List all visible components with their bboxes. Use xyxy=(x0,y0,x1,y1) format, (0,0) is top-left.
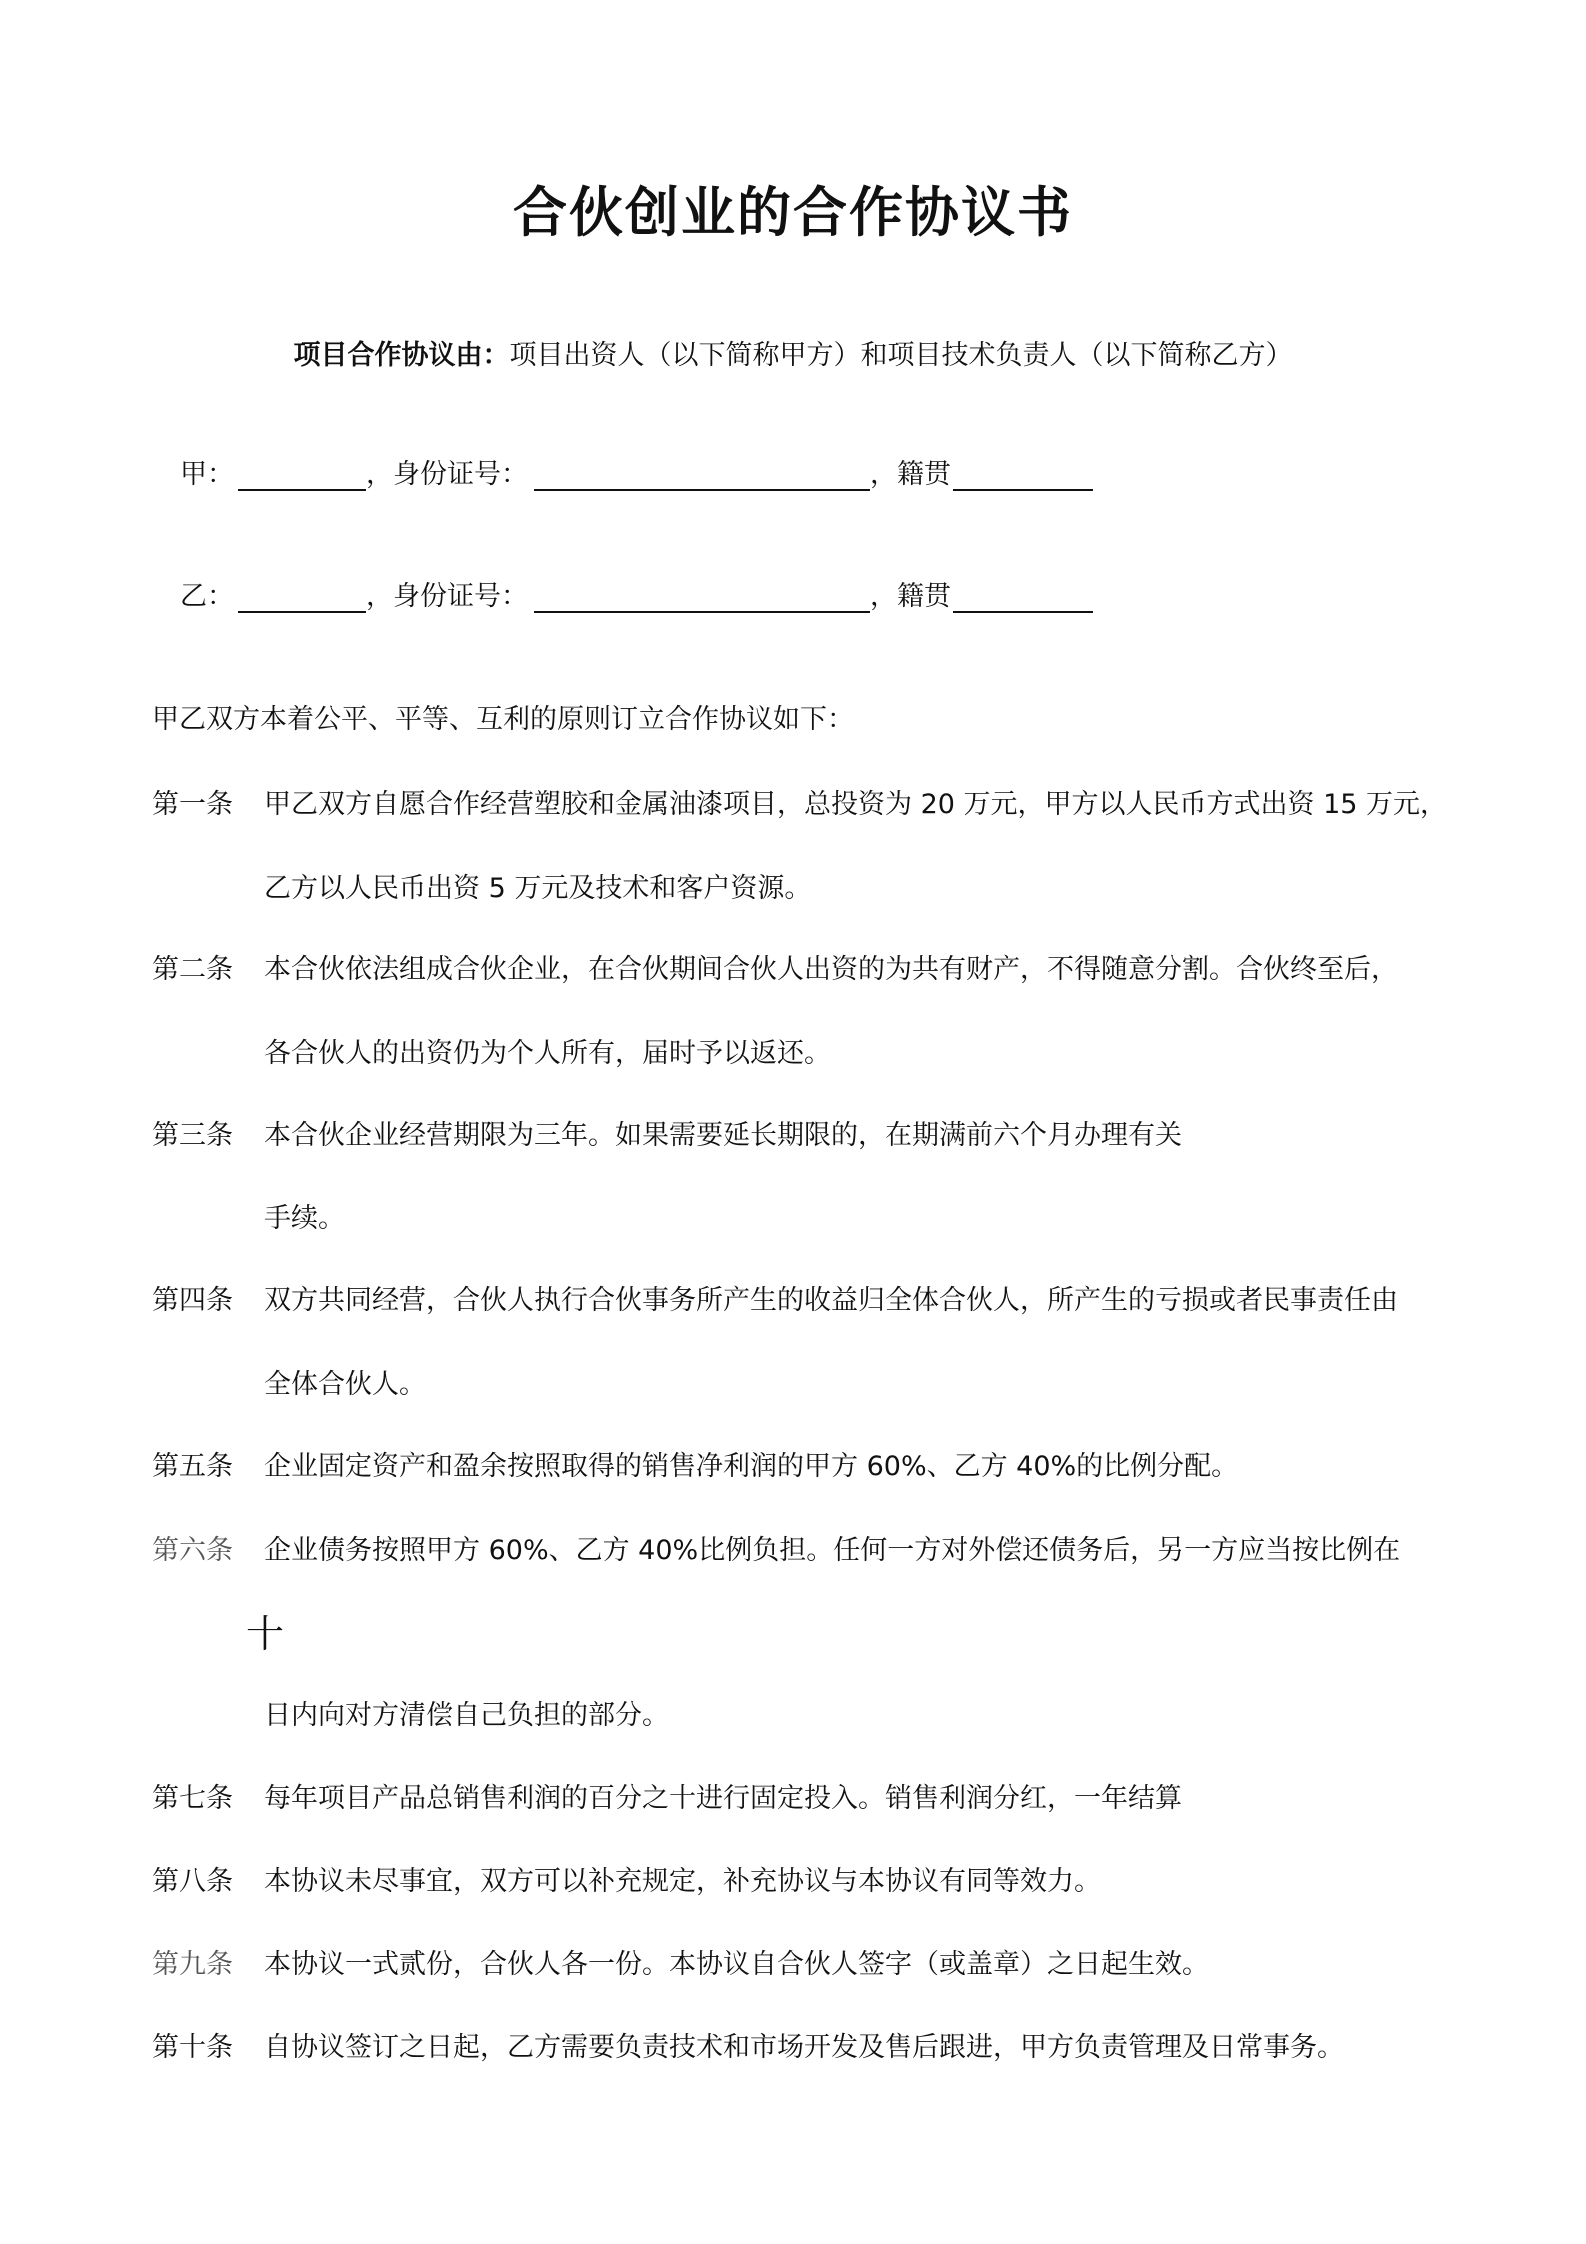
party-b-row xyxy=(180,574,1093,613)
article-number: 第二条 xyxy=(152,954,233,985)
party-b-name-blank[interactable] xyxy=(238,577,366,613)
article-text: 企业固定资产和盈余按照取得的销售净利润的甲方 60%、乙方 40%的比例分配。 xyxy=(264,1451,1239,1482)
article-5 xyxy=(152,1444,1238,1483)
article-number: 第九条 xyxy=(152,1949,233,1980)
party-a-id-blank[interactable] xyxy=(534,455,870,491)
article-1 xyxy=(152,782,1447,821)
intro-line xyxy=(0,333,1586,372)
article-3 xyxy=(152,1113,1182,1152)
article-text: 双方共同经营，合伙人执行合伙事务所产生的收益归全体合伙人，所产生的亏损或者民事责任由 xyxy=(264,1285,1398,1316)
article-number: 第一条 xyxy=(152,789,233,820)
article-text: 甲乙双方自愿合作经营塑胶和金属油漆项目，总投资为 20 万元，甲方以人民币方式出资 15 万元， xyxy=(264,789,1448,820)
article-number: 第十条 xyxy=(152,2032,233,2063)
article-number: 第六条 xyxy=(152,1535,233,1566)
party-b-label: 乙： xyxy=(180,581,234,612)
article-text: 企业债务按照甲方 60%、乙方 40%比例负担。任何一方对外偿还债务后，另一方应当按比例在 xyxy=(264,1535,1401,1566)
article-text: 本合伙企业经营期限为三年。如果需要延长期限的，在期满前六个月办理有关 xyxy=(264,1120,1182,1151)
article-4-continuation: 全体合伙人。 xyxy=(264,1369,426,1400)
article-6-continuation: 日内向对方清偿自己负担的部分。 xyxy=(264,1700,669,1731)
article-text: 本协议未尽事宜，双方可以补充规定，补充协议与本协议有同等效力。 xyxy=(264,1866,1101,1897)
party-b-id-blank[interactable] xyxy=(534,577,870,613)
preamble: 甲乙双方本着公平、平等、互利的原则订立合作协议如下： xyxy=(152,704,854,735)
article-2 xyxy=(152,947,1398,986)
intro-text: 项目出资人（以下简称甲方）和项目技术负责人（以下简称乙方） xyxy=(509,340,1293,371)
article-8 xyxy=(152,1859,1101,1898)
party-a-origin-label: ，籍贯 xyxy=(870,459,951,490)
document-title: 合伙创业的合作协议书 xyxy=(513,181,1073,244)
article-6-ten-glyph: 十 xyxy=(246,1612,285,1656)
party-a-id-label: ，身份证号： xyxy=(366,459,528,490)
party-b-id-label: ，身份证号： xyxy=(366,581,528,612)
article-6 xyxy=(152,1528,1400,1567)
article-4 xyxy=(152,1278,1398,1317)
party-a-name-blank[interactable] xyxy=(238,455,366,491)
article-number: 第五条 xyxy=(152,1451,233,1482)
intro-lead: 项目合作协议由： xyxy=(293,340,510,371)
article-7 xyxy=(152,1776,1182,1815)
party-b-origin-blank[interactable] xyxy=(953,577,1093,613)
party-a-label: 甲： xyxy=(180,459,234,490)
article-text: 本合伙依法组成合伙企业，在合伙期间合伙人出资的为共有财产，不得随意分割。合伙终至后， xyxy=(264,954,1398,985)
article-1-continuation: 乙方以人民币出资 5 万元及技术和客户资源。 xyxy=(264,873,812,904)
article-3-continuation: 手续。 xyxy=(264,1203,345,1234)
party-a-row xyxy=(180,452,1093,491)
article-2-continuation: 各合伙人的出资仍为个人所有，届时予以返还。 xyxy=(264,1038,831,1069)
article-number: 第四条 xyxy=(152,1285,233,1316)
article-text: 自协议签订之日起，乙方需要负责技术和市场开发及售后跟进，甲方负责管理及日常事务。 xyxy=(264,2032,1344,2063)
article-text: 每年项目产品总销售利润的百分之十进行固定投入。销售利润分红，一年结算 xyxy=(264,1783,1182,1814)
article-number: 第七条 xyxy=(152,1783,233,1814)
article-number: 第三条 xyxy=(152,1120,233,1151)
party-a-origin-blank[interactable] xyxy=(953,455,1093,491)
party-b-origin-label: ，籍贯 xyxy=(870,581,951,612)
article-number: 第八条 xyxy=(152,1866,233,1897)
article-10 xyxy=(152,2025,1344,2064)
article-9 xyxy=(152,1942,1209,1981)
article-text: 本协议一式贰份，合伙人各一份。本协议自合伙人签字（或盖章）之日起生效。 xyxy=(264,1949,1209,1980)
